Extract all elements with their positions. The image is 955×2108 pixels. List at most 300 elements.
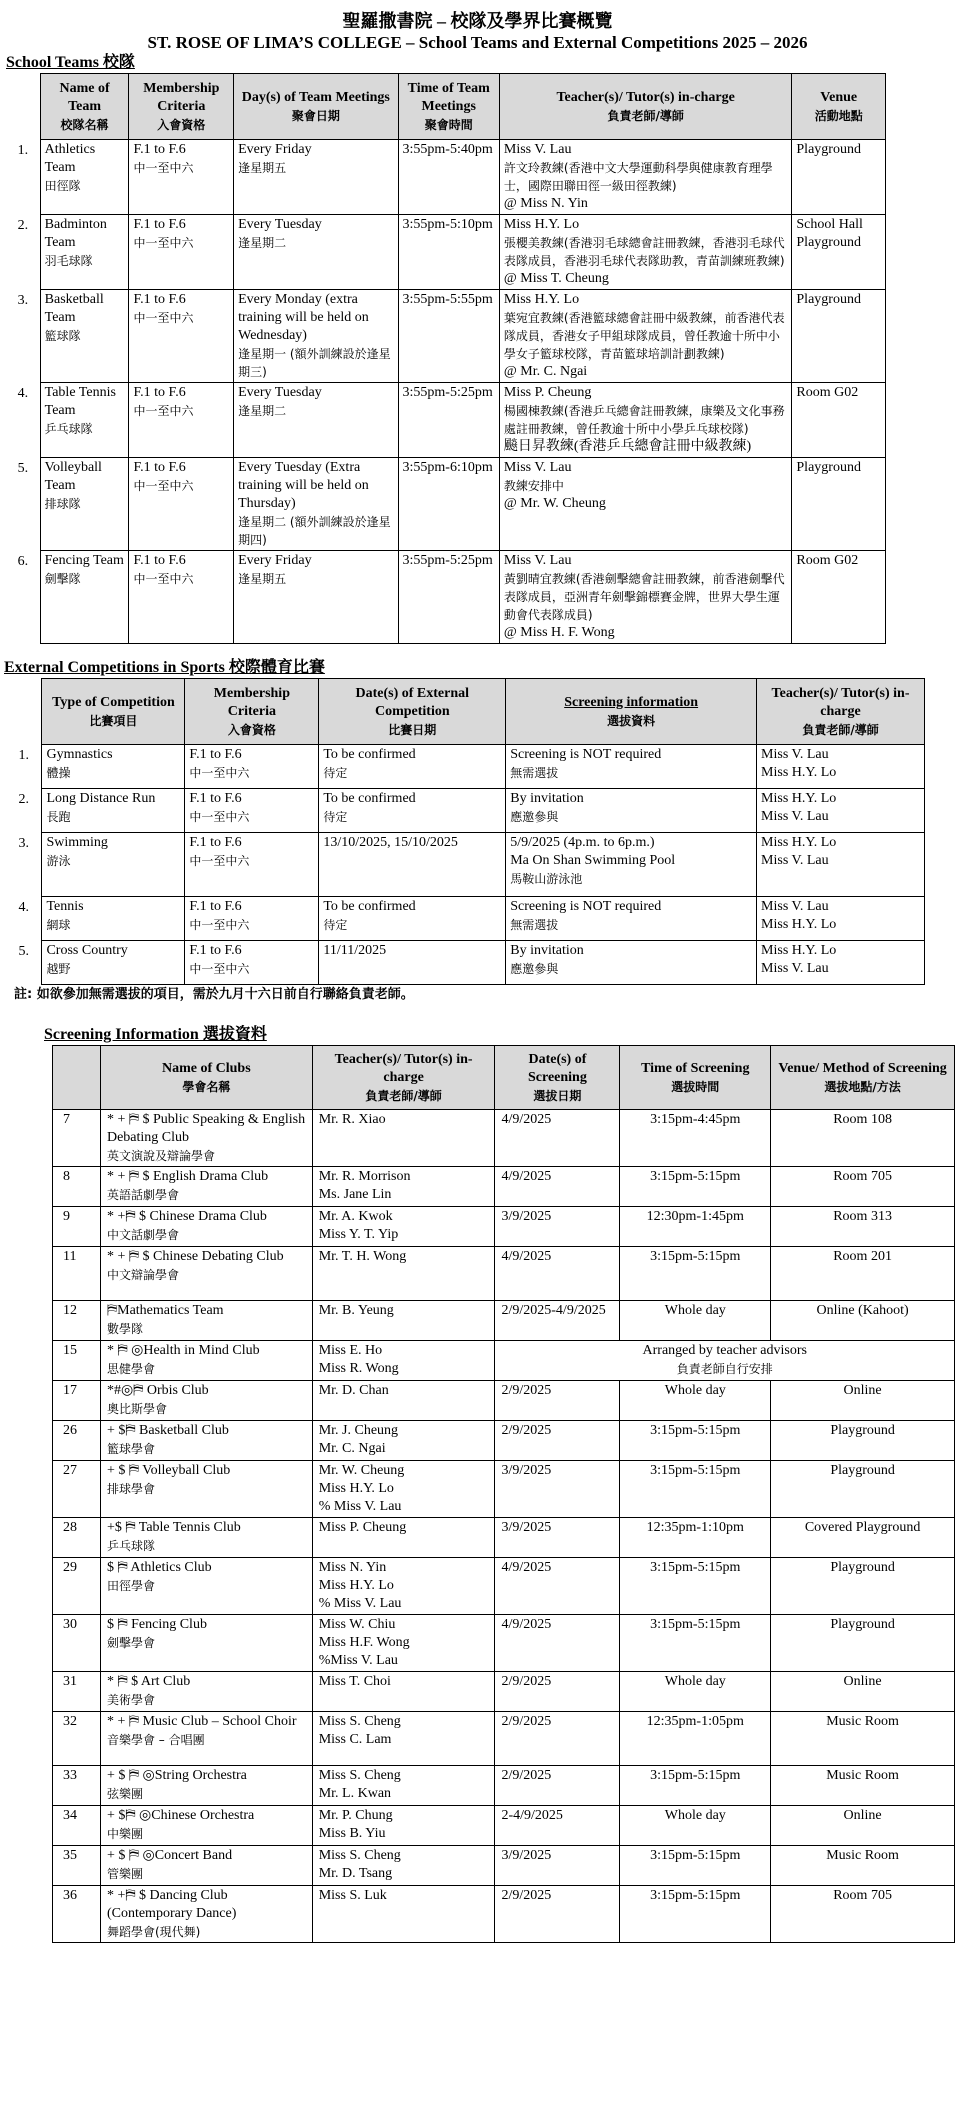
screening-venue-text: Playground bbox=[830, 1423, 895, 1439]
screening-venue bbox=[771, 1846, 955, 1886]
teacher bbox=[312, 1421, 495, 1461]
row-number bbox=[53, 1672, 101, 1712]
club-name-en: * + ⛿ $ English Drama Club bbox=[106, 1169, 269, 1185]
teacher-coach: 許文玲教練(香港中文大學運動科學與健康教育理學士，國際田聯田徑一級田徑教練) bbox=[503, 161, 773, 193]
meeting-days bbox=[234, 551, 398, 644]
team-name bbox=[40, 458, 129, 551]
teacher bbox=[312, 1301, 495, 1341]
screening-venue bbox=[771, 1886, 955, 1943]
screening-venue-text: Room 108 bbox=[833, 1112, 892, 1128]
row-number-text: 4. bbox=[17, 385, 29, 401]
teacher bbox=[757, 941, 925, 985]
external-competitions-table bbox=[6, 678, 925, 985]
screening-arrangement-zh: 負責老師自行安排 bbox=[676, 1362, 773, 1377]
row-number bbox=[53, 1301, 101, 1341]
screening-venue bbox=[771, 1615, 955, 1672]
competition-date-zh: 待定 bbox=[323, 766, 348, 780]
competition-date-en: To be confirmed bbox=[323, 899, 416, 914]
teacher-text: Miss W. Chiu Miss H.F. Wong %Miss V. Lau bbox=[318, 1617, 410, 1669]
meeting-days-en: Every Monday (extra training will be held on Wednesday) bbox=[238, 292, 369, 343]
team-row bbox=[6, 551, 886, 644]
membership bbox=[129, 215, 234, 290]
row-number-text: 4. bbox=[18, 899, 29, 915]
header-meeting-days: Day(s) of Team Meetings 聚會日期 bbox=[234, 74, 398, 140]
screening-date bbox=[495, 1558, 620, 1615]
club-row bbox=[53, 1247, 955, 1301]
teacher bbox=[757, 833, 925, 897]
screening-time-text: 3:15pm-5:15pm bbox=[650, 1169, 741, 1185]
meeting-days-en: Every Tuesday bbox=[238, 385, 322, 400]
competition-type-en: Tennis bbox=[46, 899, 84, 914]
screening-venue-text: Room 313 bbox=[833, 1209, 892, 1225]
screening-time-text: 3:15pm-5:15pm bbox=[650, 1617, 741, 1633]
meeting-days bbox=[234, 140, 398, 215]
screening-date bbox=[495, 1167, 620, 1207]
header-membership: Membership Criteria 入會資格 bbox=[129, 74, 234, 140]
header-venue: Venue 活動地點 bbox=[792, 74, 886, 140]
club-name-zh: 排球學會 bbox=[106, 1482, 155, 1497]
competition-type-zh: 網球 bbox=[46, 918, 71, 932]
row-number-text: 26 bbox=[63, 1423, 77, 1439]
membership bbox=[129, 551, 234, 644]
screening-date bbox=[495, 1615, 620, 1672]
teacher-main: Miss V. Lau bbox=[503, 553, 572, 568]
team-name bbox=[40, 551, 129, 644]
team-name-en: Fencing Team bbox=[44, 553, 124, 568]
team-row bbox=[6, 215, 886, 290]
screening-venue bbox=[771, 1301, 955, 1341]
row-number-text: 15 bbox=[63, 1343, 77, 1359]
screening-venue-text: Playground bbox=[830, 1560, 895, 1576]
teacher bbox=[312, 1518, 495, 1558]
club-name-zh: 中文話劇學會 bbox=[106, 1228, 179, 1243]
screening-time-text: Whole day bbox=[664, 1808, 726, 1824]
screening-arrangement bbox=[495, 1341, 955, 1381]
teacher bbox=[312, 1341, 495, 1381]
teacher bbox=[312, 1615, 495, 1672]
competition-date-en: 11/11/2025 bbox=[323, 943, 387, 958]
row-number-text: 2. bbox=[17, 217, 29, 233]
screening-date bbox=[495, 1806, 620, 1846]
teacher bbox=[757, 745, 925, 789]
club-name-zh: 弦樂團 bbox=[106, 1787, 143, 1802]
team-name-en: Volleyball Team bbox=[44, 460, 102, 493]
club-row bbox=[53, 1421, 955, 1461]
teacher-main: Miss V. Lau bbox=[503, 460, 572, 475]
membership-en: F.1 to F.6 bbox=[133, 553, 186, 568]
club-name bbox=[100, 1341, 312, 1381]
teacher-main: Miss V. Lau bbox=[503, 142, 572, 157]
competition-date-en: To be confirmed bbox=[323, 747, 416, 762]
membership bbox=[129, 290, 234, 383]
membership-en: F.1 to F.6 bbox=[133, 142, 186, 157]
row-number bbox=[6, 833, 42, 897]
screening-date bbox=[495, 1712, 620, 1766]
screening-venue bbox=[771, 1461, 955, 1518]
teacher-assist: 飈日昇教練(香港乒乓總會註冊中級教練) bbox=[503, 439, 752, 454]
teacher-text: Mr. T. H. Wong bbox=[318, 1249, 407, 1265]
row-number-text: 30 bbox=[63, 1617, 77, 1633]
screening-date-text: 3/9/2025 bbox=[501, 1848, 552, 1864]
screening-time-text: 12:35pm-1:05pm bbox=[646, 1714, 744, 1730]
club-name bbox=[100, 1766, 312, 1806]
club-name-zh: 英語話劇學會 bbox=[106, 1188, 179, 1203]
competition-type-en: Long Distance Run bbox=[46, 791, 156, 806]
screening-info-zh: 無需選拔 bbox=[510, 918, 559, 932]
team-name-en: Badminton Team bbox=[44, 217, 107, 250]
club-name-en: * + ⛿ $ Public Speaking & English Debating Club bbox=[106, 1112, 306, 1146]
club-name-zh: 乒乓球隊 bbox=[106, 1539, 155, 1554]
meeting-days-en: Every Friday bbox=[238, 142, 312, 157]
venue bbox=[792, 551, 886, 644]
club-name-zh: 田徑學會 bbox=[106, 1579, 155, 1594]
screening-date-text: 2/9/2025 bbox=[501, 1888, 552, 1904]
screening-date-text: 4/9/2025 bbox=[501, 1249, 552, 1265]
meeting-time bbox=[398, 551, 499, 644]
competition-type bbox=[42, 941, 185, 985]
screening-venue bbox=[771, 1167, 955, 1207]
school-teams-heading: School Teams 校隊 bbox=[6, 54, 135, 71]
club-row bbox=[53, 1712, 955, 1766]
screening-venue-text: Room 705 bbox=[833, 1888, 892, 1904]
screening-date-text: 3/9/2025 bbox=[501, 1520, 552, 1536]
club-name bbox=[100, 1167, 312, 1207]
competition-row bbox=[6, 745, 925, 789]
row-number bbox=[53, 1712, 101, 1766]
club-name-en: ⛿Mathematics Team bbox=[106, 1303, 224, 1319]
club-name bbox=[100, 1806, 312, 1846]
teacher-text: Miss V. Lau Miss H.Y. Lo bbox=[761, 747, 837, 780]
meeting-days bbox=[234, 290, 398, 383]
team-name bbox=[40, 140, 129, 215]
teacher-text: Mr. D. Chan bbox=[318, 1383, 389, 1399]
venue bbox=[792, 140, 886, 215]
meeting-days bbox=[234, 215, 398, 290]
header-blank bbox=[6, 74, 40, 140]
club-row bbox=[53, 1766, 955, 1806]
meeting-days-zh: 逢星期二 bbox=[238, 236, 287, 250]
row-number bbox=[53, 1341, 101, 1381]
membership bbox=[185, 941, 319, 985]
row-number-text: 3. bbox=[18, 835, 29, 851]
teacher bbox=[312, 1806, 495, 1846]
teacher-coach: 教練安排中 bbox=[503, 479, 564, 493]
membership-zh: 中一至中六 bbox=[133, 479, 194, 493]
venue-text: Playground bbox=[796, 142, 861, 157]
teacher-text: Miss H.Y. Lo Miss V. Lau bbox=[761, 791, 837, 824]
meeting-time bbox=[398, 458, 499, 551]
screening-time-text: 3:15pm-5:15pm bbox=[650, 1423, 741, 1439]
row-number-text: 1. bbox=[18, 747, 29, 763]
membership bbox=[185, 833, 319, 897]
teacher-text: Miss H.Y. Lo Miss V. Lau bbox=[761, 943, 837, 976]
screening-time bbox=[620, 1247, 771, 1301]
screening-date-text: 3/9/2025 bbox=[501, 1463, 552, 1479]
row-number-text: 2. bbox=[18, 791, 29, 807]
teacher-coach: 黃劉晴宜教練(香港劍擊總會註冊教練，前香港劍擊代表隊成員，亞洲青年劍擊錦標賽金牌，世界大學生運動會代表隊成員) bbox=[503, 572, 785, 622]
meeting-time-text: 3:55pm-5:25pm bbox=[402, 553, 493, 568]
row-number bbox=[6, 789, 42, 833]
competition-date-zh: 待定 bbox=[323, 810, 348, 824]
row-number-text: 27 bbox=[63, 1463, 77, 1479]
meeting-days-zh: 逢星期二 bbox=[238, 404, 287, 418]
club-row bbox=[53, 1110, 955, 1167]
club-name bbox=[100, 1207, 312, 1247]
competition-type bbox=[42, 833, 185, 897]
row-number bbox=[53, 1558, 101, 1615]
screening-info-zh: 無需選拔 bbox=[510, 766, 559, 780]
team-name-en: Basketball Team bbox=[44, 292, 104, 325]
teacher-assist: @ Miss T. Cheung bbox=[503, 271, 609, 286]
row-number-text: 1. bbox=[17, 142, 29, 158]
meeting-days bbox=[234, 383, 398, 458]
row-number bbox=[6, 140, 40, 215]
row-number bbox=[53, 1886, 101, 1943]
club-name-en: $ ⛿ Athletics Club bbox=[106, 1560, 212, 1576]
venue-text: Playground bbox=[796, 460, 861, 475]
screening-venue-text: Music Room bbox=[826, 1848, 899, 1864]
team-name bbox=[40, 215, 129, 290]
screening-info-zh: 應邀參與 bbox=[510, 962, 559, 976]
teacher-text: Miss V. Lau Miss H.Y. Lo bbox=[761, 899, 837, 932]
teacher-text: Miss E. Ho Miss R. Wong bbox=[318, 1343, 399, 1377]
club-row bbox=[53, 1301, 955, 1341]
teacher bbox=[499, 458, 792, 551]
membership-en: F.1 to F.6 bbox=[189, 747, 242, 762]
teacher-text: Miss S. Cheng Miss C. Lam bbox=[318, 1714, 401, 1748]
header-competition-dates: Date(s) of External Competition 比賽日期 bbox=[319, 679, 506, 745]
row-number-text: 12 bbox=[63, 1303, 77, 1319]
screening-time bbox=[620, 1712, 771, 1766]
meeting-days-en: Every Tuesday (Extra training will be held on Thursday) bbox=[238, 460, 369, 511]
screening-date bbox=[495, 1381, 620, 1421]
row-number bbox=[6, 383, 40, 458]
club-row bbox=[53, 1846, 955, 1886]
screening-venue-text: Online bbox=[843, 1383, 882, 1399]
screening-venue-text: Room 201 bbox=[833, 1249, 892, 1265]
meeting-days bbox=[234, 458, 398, 551]
teacher bbox=[757, 789, 925, 833]
membership-zh: 中一至中六 bbox=[189, 854, 250, 868]
row-number-text: 33 bbox=[63, 1768, 77, 1784]
club-name bbox=[100, 1886, 312, 1943]
row-number bbox=[53, 1766, 101, 1806]
screening-time-text: 3:15pm-5:15pm bbox=[650, 1848, 741, 1864]
screening-venue-text: Covered Playground bbox=[804, 1520, 921, 1536]
membership bbox=[185, 897, 319, 941]
membership-zh: 中一至中六 bbox=[189, 962, 250, 976]
club-row bbox=[53, 1558, 955, 1615]
team-name-zh: 田徑隊 bbox=[44, 179, 81, 193]
membership-en: F.1 to F.6 bbox=[189, 943, 242, 958]
membership bbox=[129, 458, 234, 551]
team-row bbox=[6, 290, 886, 383]
row-number-text: 31 bbox=[63, 1674, 77, 1690]
team-name-zh: 羽毛球隊 bbox=[44, 254, 93, 268]
club-name-en: * +⛿ $ Chinese Drama Club bbox=[106, 1209, 267, 1225]
teacher bbox=[757, 897, 925, 941]
row-number-text: 32 bbox=[63, 1714, 77, 1730]
screening-date-text: 4/9/2025 bbox=[501, 1169, 552, 1185]
row-number bbox=[53, 1518, 101, 1558]
competition-type-en: Cross Country bbox=[46, 943, 128, 958]
club-row bbox=[53, 1615, 955, 1672]
club-name-zh: 劍擊學會 bbox=[106, 1636, 155, 1651]
club-name-en: * + ⛿ $ Chinese Debating Club bbox=[106, 1249, 284, 1265]
row-number bbox=[6, 941, 42, 985]
membership-en: F.1 to F.6 bbox=[133, 217, 186, 232]
teacher bbox=[312, 1846, 495, 1886]
row-number bbox=[53, 1110, 101, 1167]
teacher bbox=[499, 290, 792, 383]
header-teacher: Teacher(s)/ Tutor(s) in-charge 負責老師/導師 bbox=[312, 1046, 495, 1110]
teacher bbox=[499, 383, 792, 458]
screening-venue-text: Online bbox=[843, 1808, 882, 1824]
screening-info bbox=[506, 789, 757, 833]
screening-time-text: 3:15pm-5:15pm bbox=[650, 1560, 741, 1576]
screening-info-en: 5/9/2025 (4p.m. to 6p.m.) Ma On Shan Swimming Pool bbox=[510, 835, 676, 868]
screening-time bbox=[620, 1167, 771, 1207]
teacher bbox=[312, 1558, 495, 1615]
club-name-zh: 籃球學會 bbox=[106, 1442, 155, 1457]
screening-date-text: 2/9/2025 bbox=[501, 1674, 552, 1690]
row-number bbox=[6, 215, 40, 290]
screening-venue bbox=[771, 1247, 955, 1301]
competition-type-zh: 游泳 bbox=[46, 854, 71, 868]
membership-en: F.1 to F.6 bbox=[189, 835, 242, 850]
screening-date bbox=[495, 1766, 620, 1806]
screening-time bbox=[620, 1672, 771, 1712]
screening-time bbox=[620, 1615, 771, 1672]
header-teacher: Teacher(s)/ Tutor(s) in-charge 負責老師/導師 bbox=[757, 679, 925, 745]
screening-date bbox=[495, 1301, 620, 1341]
teacher bbox=[312, 1886, 495, 1943]
school-teams-table bbox=[6, 73, 886, 644]
club-name-zh: 音樂學會 – 合唱團 bbox=[106, 1733, 205, 1748]
screening-venue bbox=[771, 1381, 955, 1421]
teacher bbox=[312, 1247, 495, 1301]
club-name-zh: 思健學會 bbox=[106, 1362, 155, 1377]
header-membership: Membership Criteria 入會資格 bbox=[185, 679, 319, 745]
club-name-zh: 英文演說及辯論學會 bbox=[106, 1149, 215, 1164]
header-blank bbox=[53, 1046, 101, 1110]
screening-info-en: By invitation bbox=[510, 943, 584, 958]
header-team-name: Name of Team 校隊名稱 bbox=[40, 74, 129, 140]
club-name bbox=[100, 1421, 312, 1461]
row-number bbox=[6, 458, 40, 551]
club-row bbox=[53, 1341, 955, 1381]
title-chinese: 聖羅撒書院 – 校隊及學界比賽概覽 bbox=[342, 11, 613, 31]
row-number-text: 34 bbox=[63, 1808, 77, 1824]
club-row bbox=[53, 1886, 955, 1943]
club-name-zh: 中樂團 bbox=[106, 1827, 143, 1842]
meeting-days-zh: 逢星期二 (額外訓練設於逢星期四) bbox=[238, 515, 391, 547]
screening-date-text: 4/9/2025 bbox=[501, 1112, 552, 1128]
teacher bbox=[499, 215, 792, 290]
row-number bbox=[53, 1381, 101, 1421]
screening-date bbox=[495, 1886, 620, 1943]
external-note: 註: 如欲參加無需選拔的項目，需於九月十六日前自行聯絡負責老師。 bbox=[14, 987, 414, 1002]
screening-date-text: 4/9/2025 bbox=[501, 1560, 552, 1576]
venue bbox=[792, 383, 886, 458]
screening-info-en: Screening is NOT required bbox=[510, 899, 662, 914]
screening-time bbox=[620, 1301, 771, 1341]
screening-venue-text: Music Room bbox=[826, 1768, 899, 1784]
screening-info bbox=[506, 897, 757, 941]
row-number bbox=[53, 1207, 101, 1247]
competition-date bbox=[319, 789, 506, 833]
screening-venue bbox=[771, 1712, 955, 1766]
screening-venue bbox=[771, 1110, 955, 1167]
teacher bbox=[312, 1461, 495, 1518]
screening-time bbox=[620, 1766, 771, 1806]
row-number bbox=[6, 551, 40, 644]
row-number bbox=[53, 1461, 101, 1518]
row-number bbox=[6, 290, 40, 383]
screening-venue bbox=[771, 1806, 955, 1846]
screening-info bbox=[506, 745, 757, 789]
membership-zh: 中一至中六 bbox=[189, 810, 250, 824]
club-name-en: * ⛿ ◎Health in Mind Club bbox=[106, 1343, 260, 1359]
membership-zh: 中一至中六 bbox=[133, 311, 194, 325]
team-name-en: Athletics Team bbox=[44, 142, 96, 175]
team-row bbox=[6, 383, 886, 458]
competition-date-zh: 待定 bbox=[323, 918, 348, 932]
screening-time-text: 3:15pm-5:15pm bbox=[650, 1768, 741, 1784]
teacher-text: Miss S. Cheng Mr. L. Kwan bbox=[318, 1768, 401, 1802]
team-name-zh: 排球隊 bbox=[44, 497, 81, 511]
row-number bbox=[53, 1806, 101, 1846]
teacher-main: Miss H.Y. Lo bbox=[503, 292, 580, 307]
teacher-assist: @ Mr. W. Cheung bbox=[503, 496, 606, 511]
screening-venue-text: Playground bbox=[830, 1617, 895, 1633]
venue bbox=[792, 290, 886, 383]
club-name bbox=[100, 1518, 312, 1558]
screening-arrangement-en: Arranged by teacher advisors bbox=[642, 1343, 807, 1359]
team-name-zh: 籃球隊 bbox=[44, 329, 81, 343]
teacher bbox=[499, 140, 792, 215]
teacher-text: Mr. B. Yeung bbox=[318, 1303, 394, 1319]
team-name bbox=[40, 290, 129, 383]
header-blank bbox=[6, 679, 42, 745]
membership-zh: 中一至中六 bbox=[133, 236, 194, 250]
meeting-time bbox=[398, 383, 499, 458]
screening-date-text: 3/9/2025 bbox=[501, 1209, 552, 1225]
row-number-text: 36 bbox=[63, 1888, 77, 1904]
meeting-time-text: 3:55pm-5:10pm bbox=[402, 217, 493, 232]
screening-venue-text: Online (Kahoot) bbox=[816, 1303, 909, 1319]
teacher-text: Miss T. Choi bbox=[318, 1674, 391, 1690]
screening-info bbox=[506, 941, 757, 985]
club-name-en: * +⛿ $ Dancing Club (Contemporary Dance) bbox=[106, 1888, 237, 1922]
membership bbox=[185, 745, 319, 789]
header-meeting-time: Time of Team Meetings 聚會時間 bbox=[398, 74, 499, 140]
club-row bbox=[53, 1518, 955, 1558]
row-number bbox=[6, 745, 42, 789]
row-number-text: 5. bbox=[17, 460, 29, 476]
screening-time bbox=[620, 1558, 771, 1615]
screening-info-zh: 應邀參與 bbox=[510, 810, 559, 824]
teacher-text: Mr. W. Cheung Miss H.Y. Lo % Miss V. Lau bbox=[318, 1463, 405, 1515]
membership-zh: 中一至中六 bbox=[133, 161, 194, 175]
club-row bbox=[53, 1461, 955, 1518]
teacher-text: Miss H.Y. Lo Miss V. Lau bbox=[761, 835, 837, 868]
competition-row bbox=[6, 833, 925, 897]
club-name-en: * + ⛿ Music Club – School Choir bbox=[106, 1714, 297, 1730]
competition-row bbox=[6, 941, 925, 985]
meeting-time-text: 3:55pm-5:40pm bbox=[402, 142, 493, 157]
screening-date-text: 2/9/2025 bbox=[501, 1768, 552, 1784]
